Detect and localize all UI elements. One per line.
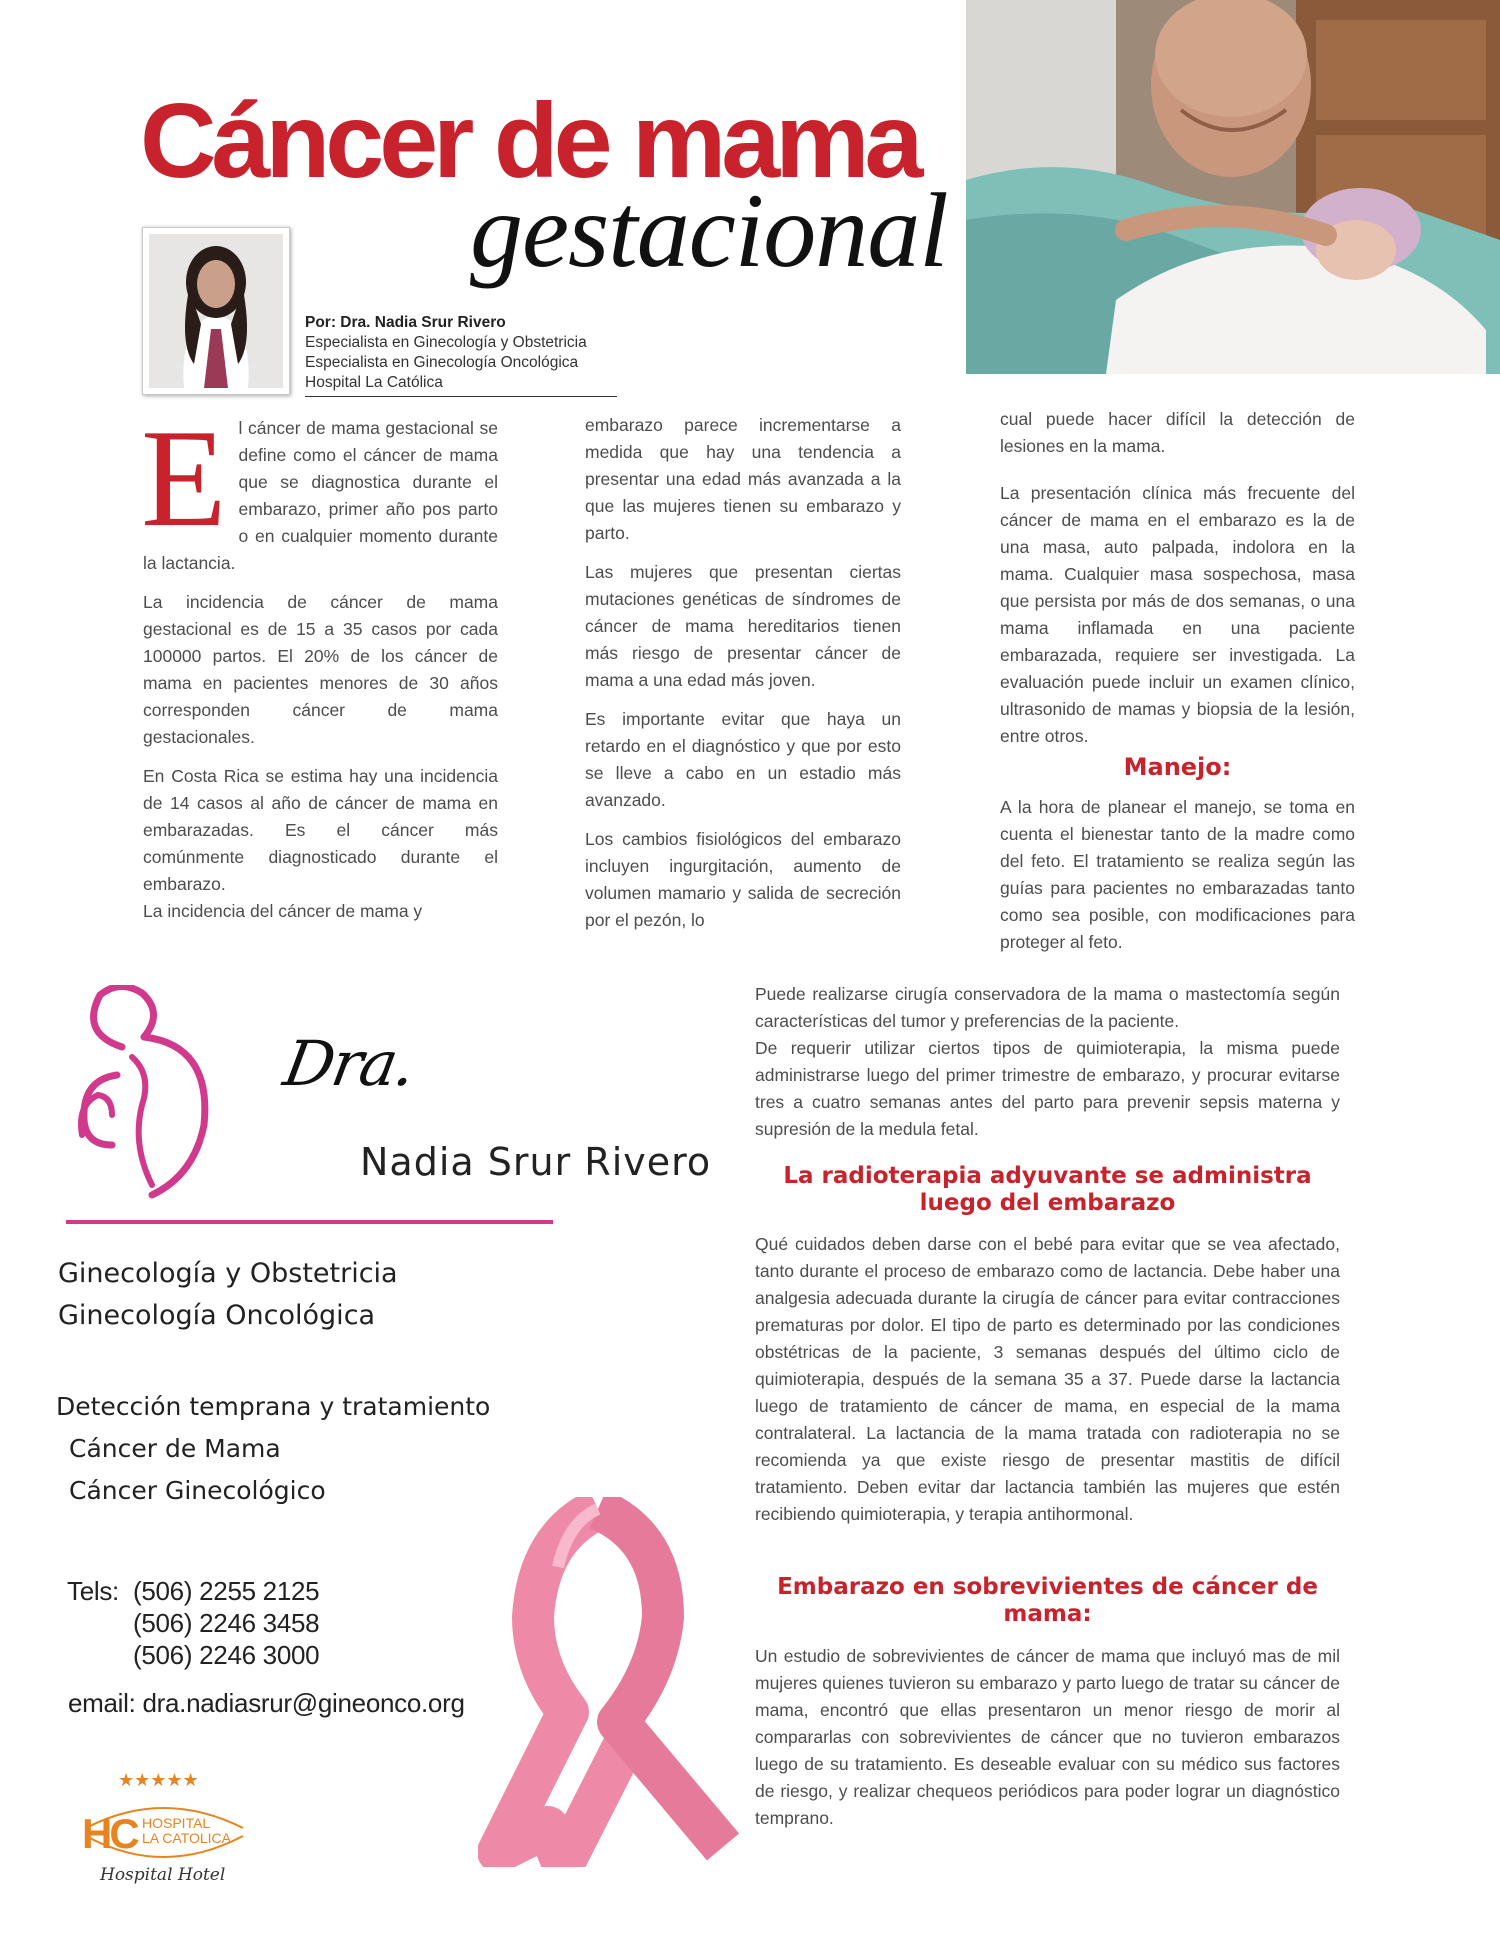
body-paragraph: cual puede hacer difícil la detección de lesiones en la mama. <box>1000 409 1355 456</box>
body-paragraph: La presentación clínica más frecuente del cáncer de mama en el embarazo es la de una masa, auto palpada, indolora en la mama. Cualquier masa sospechosa, masa que persista por más de dos semanas, o una mama inflamada en una paciente embarazada, requiere ser investigada. La evaluación puede incluir un examen clínico, ultrasonido de mamas y biopsia de la lesión, entre otros. <box>1000 483 1355 746</box>
lower-paragraph-group-3 <box>755 1643 1340 1832</box>
article-column-3 <box>1000 406 1355 968</box>
section-heading-radioterapia: La radioterapia adyuvante se administra luego del embarazo <box>783 1163 1312 1216</box>
author-byline <box>305 313 587 393</box>
section-heading-sobrevivientes: Embarazo en sobrevivientes de cáncer de mama: <box>777 1574 1318 1627</box>
ad-divider <box>66 1220 553 1224</box>
body-paragraph: Es importante evitar que haya un retardo en el diagnóstico y que por esto se lleve a cabo en un estadio más avanzado. <box>585 709 901 810</box>
ad-email: email: dra.nadiasrur@gineonco.org <box>68 1688 465 1718</box>
hospital-la-catolica-logo <box>78 1768 253 1893</box>
phone-number: (506) 2246 3000 <box>133 1640 320 1670</box>
author-portrait-illustration <box>149 234 283 388</box>
ad-services-heading: Detección temprana y tratamiento <box>56 1392 491 1421</box>
article-title-line2: gestacional <box>470 172 948 289</box>
intro-paragraph: El cáncer de mama gestacional se define como el cáncer de mama que se diagnostica durante el embarazo, primer año pos parto o en cualquier momento durante la lactancia. <box>141 401 498 573</box>
ad-phone-numbers <box>67 1575 319 1671</box>
author-name: Por: Dra. Nadia Srur Rivero <box>305 314 506 331</box>
mother-child-logo-icon <box>72 985 217 1205</box>
body-paragraph: A la hora de planear el manejo, se toma en cuenta el bienestar tanto de la madre como del feto. El tratamiento se realiza según las guías para pacientes no embarazadas tanto como sea posible, con modificaciones para proteger al feto. <box>1000 797 1355 952</box>
pink-ribbon-icon <box>478 1497 748 1872</box>
tels-label: Tels: <box>67 1576 119 1606</box>
phone-number: (506) 2246 3458 <box>133 1608 320 1638</box>
hero-photo <box>966 0 1500 374</box>
ad-doctor-name: Nadia Srur Rivero <box>360 1140 712 1184</box>
body-paragraph: Los cambios fisiológicos del embarazo incluyen ingurgitación, aumento de volumen mamario y salida de secreción por el pezón, lo <box>585 829 901 930</box>
body-paragraph: La incidencia del cáncer de mama y <box>143 901 423 921</box>
author-credential: Especialista en Ginecología y Obstetricia <box>305 334 587 351</box>
mother-newborn-illustration <box>966 0 1500 374</box>
body-paragraph: De requerir utilizar ciertos tipos de quimioterapia, la misma puede administrarse luego del primer trimestre de embarazo, y procurar evitarse tres a cuatro semanas antes del parto para prevenir sepsis materna y supresión de la medula fetal. <box>755 1038 1340 1139</box>
body-paragraph: La incidencia de cáncer de mama gestacional es de 15 a 35 casos por cada 100000 partos. El 20% de los cáncer de mama en pacientes menores de 30 años corresponden cáncer de mama gestacionales. <box>143 592 498 747</box>
section-heading-manejo: Manejo: <box>1123 753 1232 781</box>
byline-divider <box>305 396 617 397</box>
body-paragraph: embarazo parece incrementarse a medida que hay una tendencia a presentar una edad más avanzada a la que las mujeres tienen su embarazo y parto. <box>585 415 901 543</box>
ad-services <box>56 1386 490 1512</box>
logo-name-line2: LA CATOLICA <box>142 1830 231 1846</box>
logo-stars: ★★★★★ <box>118 1770 199 1791</box>
ad-specialty: Ginecología Oncológica <box>58 1300 376 1331</box>
lower-paragraph-group-2 <box>755 1231 1340 1528</box>
body-paragraph: En Costa Rica se estima hay una incidencia de 14 casos al año de cáncer de mama en embarazadas. Es el cáncer más comúnmente diagnosticado durante el embarazo. <box>143 766 498 894</box>
lower-paragraph-group-1 <box>755 981 1340 1143</box>
ad-specialty: Ginecología y Obstetricia <box>58 1258 398 1289</box>
drop-cap: E <box>141 401 227 556</box>
author-portrait <box>142 227 290 395</box>
ad-service-item: Cáncer de Mama <box>69 1434 281 1463</box>
body-paragraph: Puede realizarse cirugía conservadora de la mama o mastectomía según características del tumor y preferencias de la paciente. <box>755 984 1340 1031</box>
author-credential: Hospital La Católica <box>305 374 443 391</box>
logo-tagline: Hospital Hotel <box>100 1865 226 1885</box>
article-column-1 <box>141 401 498 937</box>
author-credential: Especialista en Ginecología Oncológica <box>305 354 579 371</box>
logo-name-line1: HOSPITAL <box>142 1815 211 1831</box>
body-paragraph: Un estudio de sobrevivientes de cáncer de mama que incluyó mas de mil mujeres quienes tuvieron su embarazo y parto luego de tratar su cáncer de mama, encontró que ellas presentaron un menor riesgo de morir al compararlas con sobrevivientes de cáncer que no tuvieron embarazos luego de su tratamiento. Es deseable evaluar con su médico sus factores de riesgo, y realizar chequeos periódicos para poder lograr un diagnóstico temprano. <box>755 1646 1340 1828</box>
ad-title: Dra. <box>278 1027 420 1100</box>
article-column-2 <box>585 412 901 946</box>
ad-service-item: Cáncer Ginecológico <box>69 1476 326 1505</box>
article-title-line1: Cáncer de mama <box>140 82 919 200</box>
body-paragraph: Las mujeres que presentan ciertas mutaciones genéticas de síndromes de cáncer de mama hereditarios tienen más riesgo de presentar cáncer de mama a una edad más joven. <box>585 562 901 690</box>
ad-specialties <box>58 1253 398 1337</box>
phone-number: (506) 2255 2125 <box>133 1576 320 1606</box>
body-paragraph: Qué cuidados deben darse con el bebé para evitar que se vea afectado, tanto durante el proceso de embarazo como de lactancia. Debe haber una analgesia adecuada durante la cirugía de cáncer para evitar contracciones prematuras por dolor. El tipo de parto es determinado por las condiciones obstétricas de la paciente, 3 semanas después del último ciclo de quimioterapia, después de la semana 35 a 37. Puede darse la lactancia luego de tratamiento de cáncer de mama, en especial de la mama contralateral. La lactancia de la mama tratada con radioterapia no se recomienda ya que existe riesgo de presentar mastitis de difícil tratamiento. Deben evitar dar lactancia también las mujeres que estén recibiendo quimioterapia, y terapia antihormonal. <box>755 1234 1340 1524</box>
logo-initials: HC <box>82 1810 137 1857</box>
